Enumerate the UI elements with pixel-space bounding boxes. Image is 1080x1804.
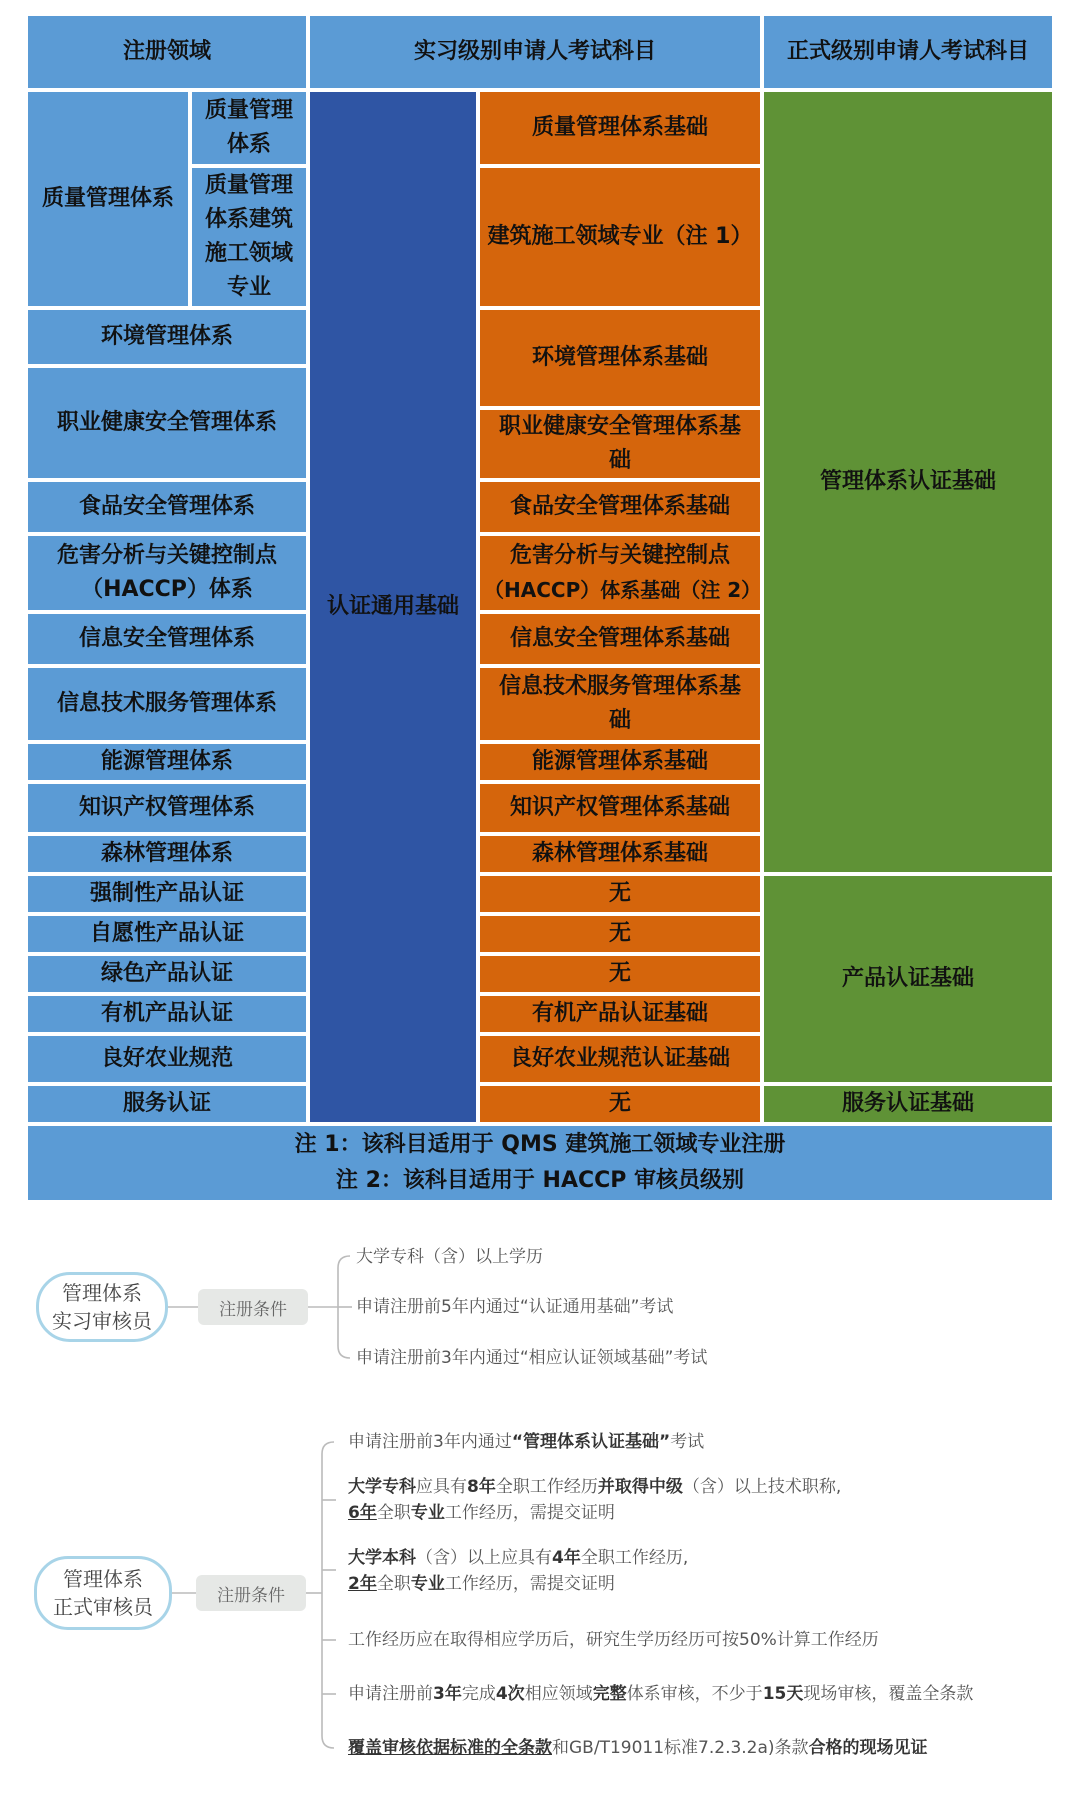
fi5-i: 现场审核，覆盖全条款 xyxy=(803,1684,974,1704)
formal-item-1 xyxy=(348,1429,704,1455)
intern-item-1: 大学专科（含）以上学历 xyxy=(356,1247,543,1267)
field-itsms: 信息技术服务管理体系 xyxy=(26,666,308,742)
formal-item-3 xyxy=(348,1545,688,1597)
fi3-l1c: 4年 xyxy=(552,1548,581,1568)
fi5-f: 完整 xyxy=(592,1684,627,1704)
haccp-line1: 危害分析与关键控制点 xyxy=(56,543,277,568)
intern-title-line1: 管理体系 xyxy=(62,1281,142,1305)
fi5-a: 申请注册前 xyxy=(348,1684,433,1704)
formal-service-basis: 服务认证基础 xyxy=(762,1084,1054,1124)
qms-sub2-line1: 质量管理 xyxy=(204,173,293,198)
formal-item-2 xyxy=(348,1474,841,1526)
note-1: 注 1：该科目适用于 QMS 建筑施工领域专业注册 xyxy=(294,1132,786,1157)
fi3-l1d: 全职工作经历, xyxy=(580,1548,689,1568)
fi5-g: 体系审核，不少于 xyxy=(626,1684,763,1704)
fi2-l1a: 大学专科 xyxy=(348,1477,416,1497)
fi3-l2a: 2年 xyxy=(348,1574,377,1594)
node-formal-condition: 注册条件 xyxy=(196,1575,306,1611)
subject-service: 无 xyxy=(478,1084,762,1124)
fi5-c: 完成 xyxy=(461,1684,496,1704)
formal-title-line1: 管理体系 xyxy=(63,1567,143,1591)
node-intern-condition: 注册条件 xyxy=(198,1289,308,1325)
haccp-line2: （HACCP）体系 xyxy=(81,577,253,602)
subject-gap: 良好农业规范认证基础 xyxy=(478,1034,762,1084)
qms-sub2-line2: 体系建筑 xyxy=(204,207,293,232)
formal-item-5 xyxy=(348,1681,973,1707)
subject-ccc: 无 xyxy=(478,874,762,914)
subject-voluntary: 无 xyxy=(478,914,762,954)
header-formal-exam: 正式级别申请人考试科目 xyxy=(762,14,1054,90)
fi3-line2 xyxy=(348,1571,688,1597)
field-enms: 能源管理体系 xyxy=(26,742,308,782)
fi1-b: “管理体系认证基础” xyxy=(511,1432,671,1452)
formal-ms-basis: 管理体系认证基础 xyxy=(762,90,1054,874)
qms-sub2-line4: 专业 xyxy=(226,275,271,300)
fi5-d: 4次 xyxy=(495,1684,525,1704)
subject-itsms-line2: 础 xyxy=(608,708,631,733)
field-service: 服务认证 xyxy=(26,1084,308,1124)
fi2-line1 xyxy=(348,1474,841,1500)
fi2-l2d: 工作经历，需提交证明 xyxy=(444,1503,615,1523)
qms-sub1-line2: 体系 xyxy=(226,132,271,157)
node-intern-auditor xyxy=(36,1272,168,1342)
subject-fsms: 食品安全管理体系基础 xyxy=(478,480,762,534)
subject-forest: 森林管理体系基础 xyxy=(478,834,762,874)
subject-ems: 环境管理体系基础 xyxy=(478,308,762,408)
fi3-line1 xyxy=(348,1545,688,1571)
fi6-a: 覆盖审核依据标准的全条款 xyxy=(348,1738,552,1758)
header-field: 注册领域 xyxy=(26,14,308,90)
field-isms: 信息安全管理体系 xyxy=(26,612,308,666)
field-ohs: 职业健康安全管理体系 xyxy=(26,366,308,480)
fi1-a: 申请注册前3年内通过 xyxy=(348,1432,512,1452)
fi2-l1f: （含）以上技术职称, xyxy=(682,1477,842,1497)
formal-item-4: 工作经历应在取得相应学历后，研究生学历经历可按50%计算工作经历 xyxy=(348,1630,879,1650)
intern-item-3: 申请注册前3年内通过“相应认证领域基础”考试 xyxy=(356,1348,708,1368)
node-formal-auditor xyxy=(34,1556,172,1630)
field-ipms: 知识产权管理体系 xyxy=(26,782,308,834)
field-gap: 良好农业规范 xyxy=(26,1034,308,1084)
fi5-e: 相应领域 xyxy=(524,1684,593,1704)
fi2-l1b: 应具有 xyxy=(416,1477,467,1497)
field-voluntary: 自愿性产品认证 xyxy=(26,914,308,954)
fi2-line2 xyxy=(348,1500,841,1526)
fi5-h: 15天 xyxy=(762,1684,804,1704)
field-green: 绿色产品认证 xyxy=(26,954,308,994)
fi2-l1d: 全职工作经历 xyxy=(495,1477,598,1497)
subject-qms: 质量管理体系基础 xyxy=(478,90,762,166)
subject-organic: 有机产品认证基础 xyxy=(478,994,762,1034)
intern-item-2: 申请注册前5年内通过“认证通用基础”考试 xyxy=(356,1297,674,1317)
subject-isms: 信息安全管理体系基础 xyxy=(478,612,762,666)
intern-title-line2: 实习审核员 xyxy=(52,1309,152,1333)
field-qms: 质量管理体系 xyxy=(26,90,190,308)
subject-construction: 建筑施工领域专业（注 1） xyxy=(478,166,762,308)
fi2-l2c: 专业 xyxy=(410,1503,445,1523)
subject-ohs-line1: 职业健康安全管理体系基 xyxy=(498,414,741,439)
fi2-l2b: 全职 xyxy=(376,1503,411,1523)
formal-title-line2: 正式审核员 xyxy=(53,1595,153,1619)
qms-sub2-line3: 施工领域 xyxy=(204,241,293,266)
subject-itsms-line1: 信息技术服务管理体系基 xyxy=(498,674,741,699)
fi1-c: 考试 xyxy=(670,1432,705,1452)
fi3-l1b: （含）以上应具有 xyxy=(416,1548,552,1568)
field-forest: 森林管理体系 xyxy=(26,834,308,874)
fi2-l1c: 8年 xyxy=(467,1477,496,1497)
subject-haccp-line2: （HACCP）体系基础（注 2） xyxy=(484,578,762,602)
fi3-l2c: 专业 xyxy=(410,1574,445,1594)
common-basis: 认证通用基础 xyxy=(308,90,478,1124)
field-ccc: 强制性产品认证 xyxy=(26,874,308,914)
formal-product-basis: 产品认证基础 xyxy=(762,874,1054,1084)
note-2: 注 2：该科目适用于 HACCP 审核员级别 xyxy=(335,1168,745,1193)
qms-sub1-line1: 质量管理 xyxy=(204,98,293,123)
field-ems: 环境管理体系 xyxy=(26,308,308,366)
subject-ipms: 知识产权管理体系基础 xyxy=(478,782,762,834)
subject-ohs-line2: 础 xyxy=(608,448,631,473)
field-organic: 有机产品认证 xyxy=(26,994,308,1034)
subject-green: 无 xyxy=(478,954,762,994)
fi2-l2a: 6年 xyxy=(348,1503,377,1523)
header-intern-exam: 实习级别申请人考试科目 xyxy=(308,14,762,90)
subject-enms: 能源管理体系基础 xyxy=(478,742,762,782)
fi2-l1e: 并取得中级 xyxy=(597,1477,683,1497)
field-fsms: 食品安全管理体系 xyxy=(26,480,308,534)
fi3-l2b: 全职 xyxy=(376,1574,411,1594)
fi5-b: 3年 xyxy=(433,1684,462,1704)
fi3-l2d: 工作经历，需提交证明 xyxy=(444,1574,615,1594)
subject-haccp-line1: 危害分析与关键控制点 xyxy=(509,543,730,568)
fi6-c: 合格的现场见证 xyxy=(808,1738,928,1758)
formal-item-6 xyxy=(348,1735,928,1761)
fi6-b: 和GB/T19011标准7.2.3.2a)条款 xyxy=(552,1738,809,1758)
fi3-l1a: 大学本科 xyxy=(348,1548,416,1568)
